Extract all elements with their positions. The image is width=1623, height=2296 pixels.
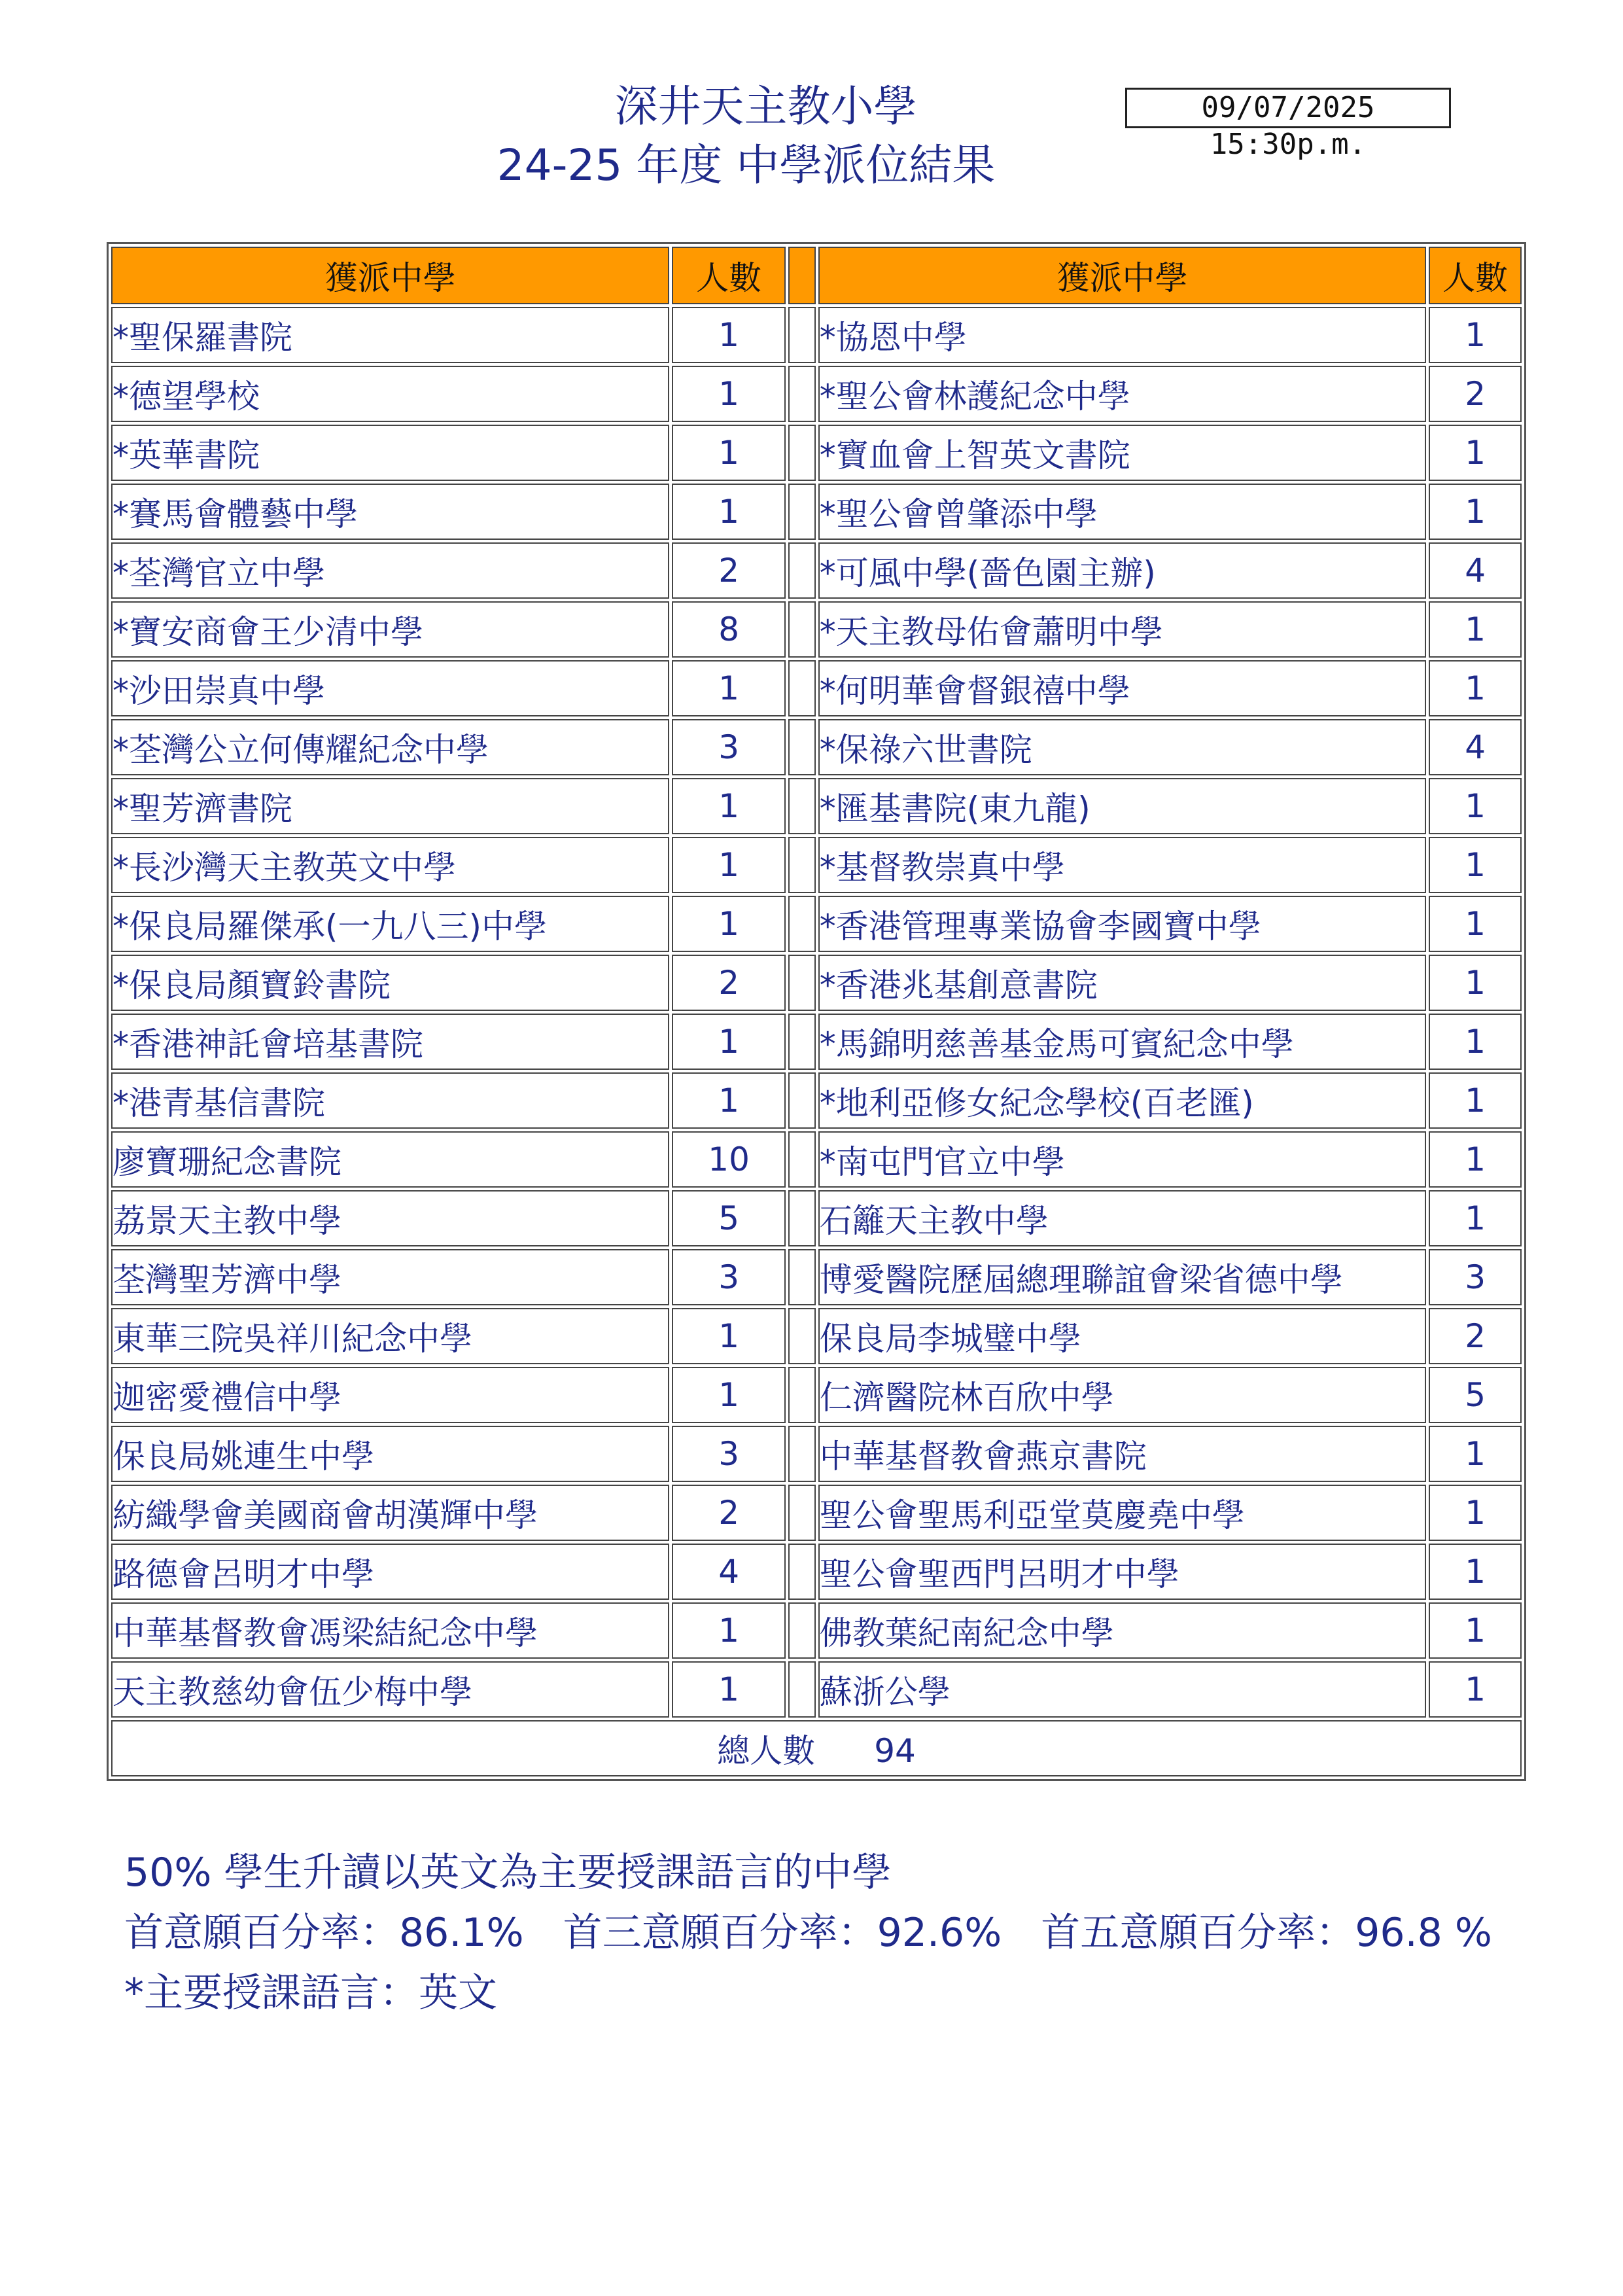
student-count-cell: 2 [672,542,786,599]
student-count-cell: 1 [1429,660,1522,716]
student-count-cell: 1 [672,307,786,363]
column-gap [788,660,816,716]
column-gap [788,955,816,1011]
table-row [111,660,1522,716]
table-row [111,1544,1522,1600]
student-count-cell: 1 [672,1072,786,1129]
school-name-cell: *英華書院 [111,425,669,481]
student-count-cell: 1 [672,484,786,540]
column-gap [788,837,816,893]
student-count-cell: 4 [1429,719,1522,775]
table-row [111,1426,1522,1482]
student-count-cell: 1 [1429,896,1522,952]
table-row [111,1308,1522,1364]
school-name-cell: 石籬天主教中學 [818,1190,1427,1246]
student-count-cell: 4 [1429,542,1522,599]
column-gap [788,1426,816,1482]
top5-choice-rate: 首五意願百分率：96.8 % [1041,1910,1492,1956]
school-name-cell: *德望學校 [111,366,669,422]
table-body [111,307,1522,1718]
student-count-cell: 1 [672,1661,786,1718]
school-name-cell: *南屯門官立中學 [818,1131,1427,1188]
student-count-cell: 2 [1429,366,1522,422]
column-gap [788,719,816,775]
header-school-right: 獲派中學 [818,247,1427,304]
header-gap [788,247,816,304]
table-row [111,1367,1522,1423]
table-row [111,719,1522,775]
column-gap [788,1544,816,1600]
school-name-cell: *聖公會曾肇添中學 [818,484,1427,540]
school-name-cell: *地利亞修女紀念學校(百老匯) [818,1072,1427,1129]
header-count-right: 人數 [1429,247,1522,304]
student-count-cell: 1 [672,1014,786,1070]
school-name-cell: 廖寶珊紀念書院 [111,1131,669,1188]
school-name-cell: *保祿六世書院 [818,719,1427,775]
school-name-cell: *香港管理專業協會李國寶中學 [818,896,1427,952]
column-gap [788,1485,816,1541]
student-count-cell: 1 [672,366,786,422]
school-name-cell: *荃灣公立何傳耀紀念中學 [111,719,669,775]
school-name-cell: *長沙灣天主教英文中學 [111,837,669,893]
table-row [111,425,1522,481]
table-row [111,542,1522,599]
school-name-cell: *香港兆基創意書院 [818,955,1427,1011]
school-name-cell: *香港神託會培基書院 [111,1014,669,1070]
student-count-cell: 1 [1429,1426,1522,1482]
column-gap [788,1602,816,1659]
school-name-cell: *港青基信書院 [111,1072,669,1129]
column-gap [788,1190,816,1246]
student-count-cell: 1 [1429,307,1522,363]
english-medium-line: 50% 學生升讀以英文為主要授課語言的中學 [124,1850,892,1896]
school-name-cell: *保良局顏寶鈴書院 [111,955,669,1011]
school-name-cell: 保良局李城璧中學 [818,1308,1427,1364]
school-name-cell: 紡織學會美國商會胡漢輝中學 [111,1485,669,1541]
student-count-cell: 1 [1429,1190,1522,1246]
table-row [111,1014,1522,1070]
column-gap [788,778,816,834]
student-count-cell: 1 [1429,1131,1522,1188]
school-name-cell: 蘇浙公學 [818,1661,1427,1718]
student-count-cell: 1 [672,425,786,481]
table-row [111,601,1522,658]
column-gap [788,425,816,481]
school-name-cell: 中華基督教會馮梁結紀念中學 [111,1602,669,1659]
school-name-cell: *可風中學(嗇色園主辦) [818,542,1427,599]
student-count-cell: 1 [672,1602,786,1659]
school-name-cell: *保良局羅傑承(一九八三)中學 [111,896,669,952]
column-gap [788,1661,816,1718]
school-name-cell: 保良局姚連生中學 [111,1426,669,1482]
school-name-cell: 路德會呂明才中學 [111,1544,669,1600]
school-name-cell: 東華三院吳祥川紀念中學 [111,1308,669,1364]
school-name-cell: *寶血會上智英文書院 [818,425,1427,481]
total-cell [111,1720,1522,1776]
table-row [111,955,1522,1011]
school-name-cell: 聖公會聖西門呂明才中學 [818,1544,1427,1600]
table-row [111,896,1522,952]
student-count-cell: 1 [672,660,786,716]
school-name: 深井天主教小學 [614,81,917,132]
student-count-cell: 2 [1429,1308,1522,1364]
school-name-cell: *荃灣官立中學 [111,542,669,599]
student-count-cell: 4 [672,1544,786,1600]
student-count-cell: 10 [672,1131,786,1188]
table-row [111,1249,1522,1305]
datestamp-box: 09/07/2025 15:30p.m. [1125,88,1451,128]
header-school-left: 獲派中學 [111,247,669,304]
student-count-cell: 3 [672,1426,786,1482]
table-row [111,1661,1522,1718]
column-gap [788,1308,816,1364]
student-count-cell: 1 [1429,837,1522,893]
column-gap [788,542,816,599]
student-count-cell: 1 [672,1367,786,1423]
school-name-cell: 荃灣聖芳濟中學 [111,1249,669,1305]
school-name-cell: *何明華會督銀禧中學 [818,660,1427,716]
column-gap [788,1014,816,1070]
student-count-cell: 1 [1429,955,1522,1011]
school-name-cell: 聖公會聖馬利亞堂莫慶堯中學 [818,1485,1427,1541]
total-value: 94 [874,1732,916,1770]
column-gap [788,896,816,952]
student-count-cell: 1 [1429,1485,1522,1541]
school-name-cell: *協恩中學 [818,307,1427,363]
column-gap [788,307,816,363]
student-count-cell: 2 [672,955,786,1011]
column-gap [788,1131,816,1188]
header-count-left: 人數 [672,247,786,304]
column-gap [788,366,816,422]
student-count-cell: 1 [672,837,786,893]
table-row [111,1485,1522,1541]
student-count-cell: 1 [1429,1661,1522,1718]
table-row [111,366,1522,422]
student-count-cell: 1 [1429,1072,1522,1129]
first-choice-rate: 首意願百分率：86.1% [124,1910,524,1956]
school-name-cell: 中華基督教會燕京書院 [818,1426,1427,1482]
column-gap [788,601,816,658]
choice-percentages-line [124,1903,1492,1963]
table-row [111,1131,1522,1188]
total-label: 總人數 [717,1732,816,1770]
school-name-cell: 仁濟醫院林百欣中學 [818,1367,1427,1423]
summary-block [124,1843,1492,2023]
column-gap [788,1072,816,1129]
table-row [111,837,1522,893]
column-gap [788,484,816,540]
student-count-cell: 1 [672,896,786,952]
school-name-cell: 博愛醫院歷屆總理聯誼會梁省德中學 [818,1249,1427,1305]
allocation-table [107,242,1526,1781]
school-name-cell: 迦密愛禮信中學 [111,1367,669,1423]
table-row [111,778,1522,834]
school-name-cell: *聖保羅書院 [111,307,669,363]
student-count-cell: 1 [1429,601,1522,658]
school-name-cell: *聖芳濟書院 [111,778,669,834]
table-row [111,1602,1522,1659]
student-count-cell: 1 [1429,425,1522,481]
student-count-cell: 1 [1429,484,1522,540]
table-row [111,484,1522,540]
student-count-cell: 1 [672,1308,786,1364]
table-row [111,1072,1522,1129]
school-name-cell: *寶安商會王少清中學 [111,601,669,658]
top3-choice-rate: 首三意願百分率：92.6% [563,1910,1002,1956]
student-count-cell: 3 [672,1249,786,1305]
student-count-cell: 1 [1429,1544,1522,1600]
total-row [111,1720,1522,1776]
school-name-cell: *匯基書院(東九龍) [818,778,1427,834]
table-header-row [111,247,1522,304]
student-count-cell: 3 [672,719,786,775]
student-count-cell: 8 [672,601,786,658]
school-name-cell: *馬錦明慈善基金馬可賓紀念中學 [818,1014,1427,1070]
column-gap [788,1367,816,1423]
school-name-cell: *賽馬會體藝中學 [111,484,669,540]
school-name-cell: *天主教母佑會蕭明中學 [818,601,1427,658]
student-count-cell: 1 [1429,778,1522,834]
student-count-cell: 3 [1429,1249,1522,1305]
school-name-cell: *聖公會林護紀念中學 [818,366,1427,422]
school-name-cell: *基督教崇真中學 [818,837,1427,893]
student-count-cell: 1 [1429,1014,1522,1070]
student-count-cell: 5 [1429,1367,1522,1423]
table-row [111,307,1522,363]
school-name-cell: 佛教葉紀南紀念中學 [818,1602,1427,1659]
medium-note: *主要授課語言：英文 [124,1970,497,2016]
student-count-cell: 5 [672,1190,786,1246]
student-count-cell: 1 [1429,1602,1522,1659]
student-count-cell: 1 [672,778,786,834]
student-count-cell: 2 [672,1485,786,1541]
school-name-cell: 荔景天主教中學 [111,1190,669,1246]
column-gap [788,1249,816,1305]
school-name-cell: 天主教慈幼會伍少梅中學 [111,1661,669,1718]
document-subtitle: 24-25 年度 中學派位結果 [497,140,996,190]
school-name-cell: *沙田崇真中學 [111,660,669,716]
table-row [111,1190,1522,1246]
